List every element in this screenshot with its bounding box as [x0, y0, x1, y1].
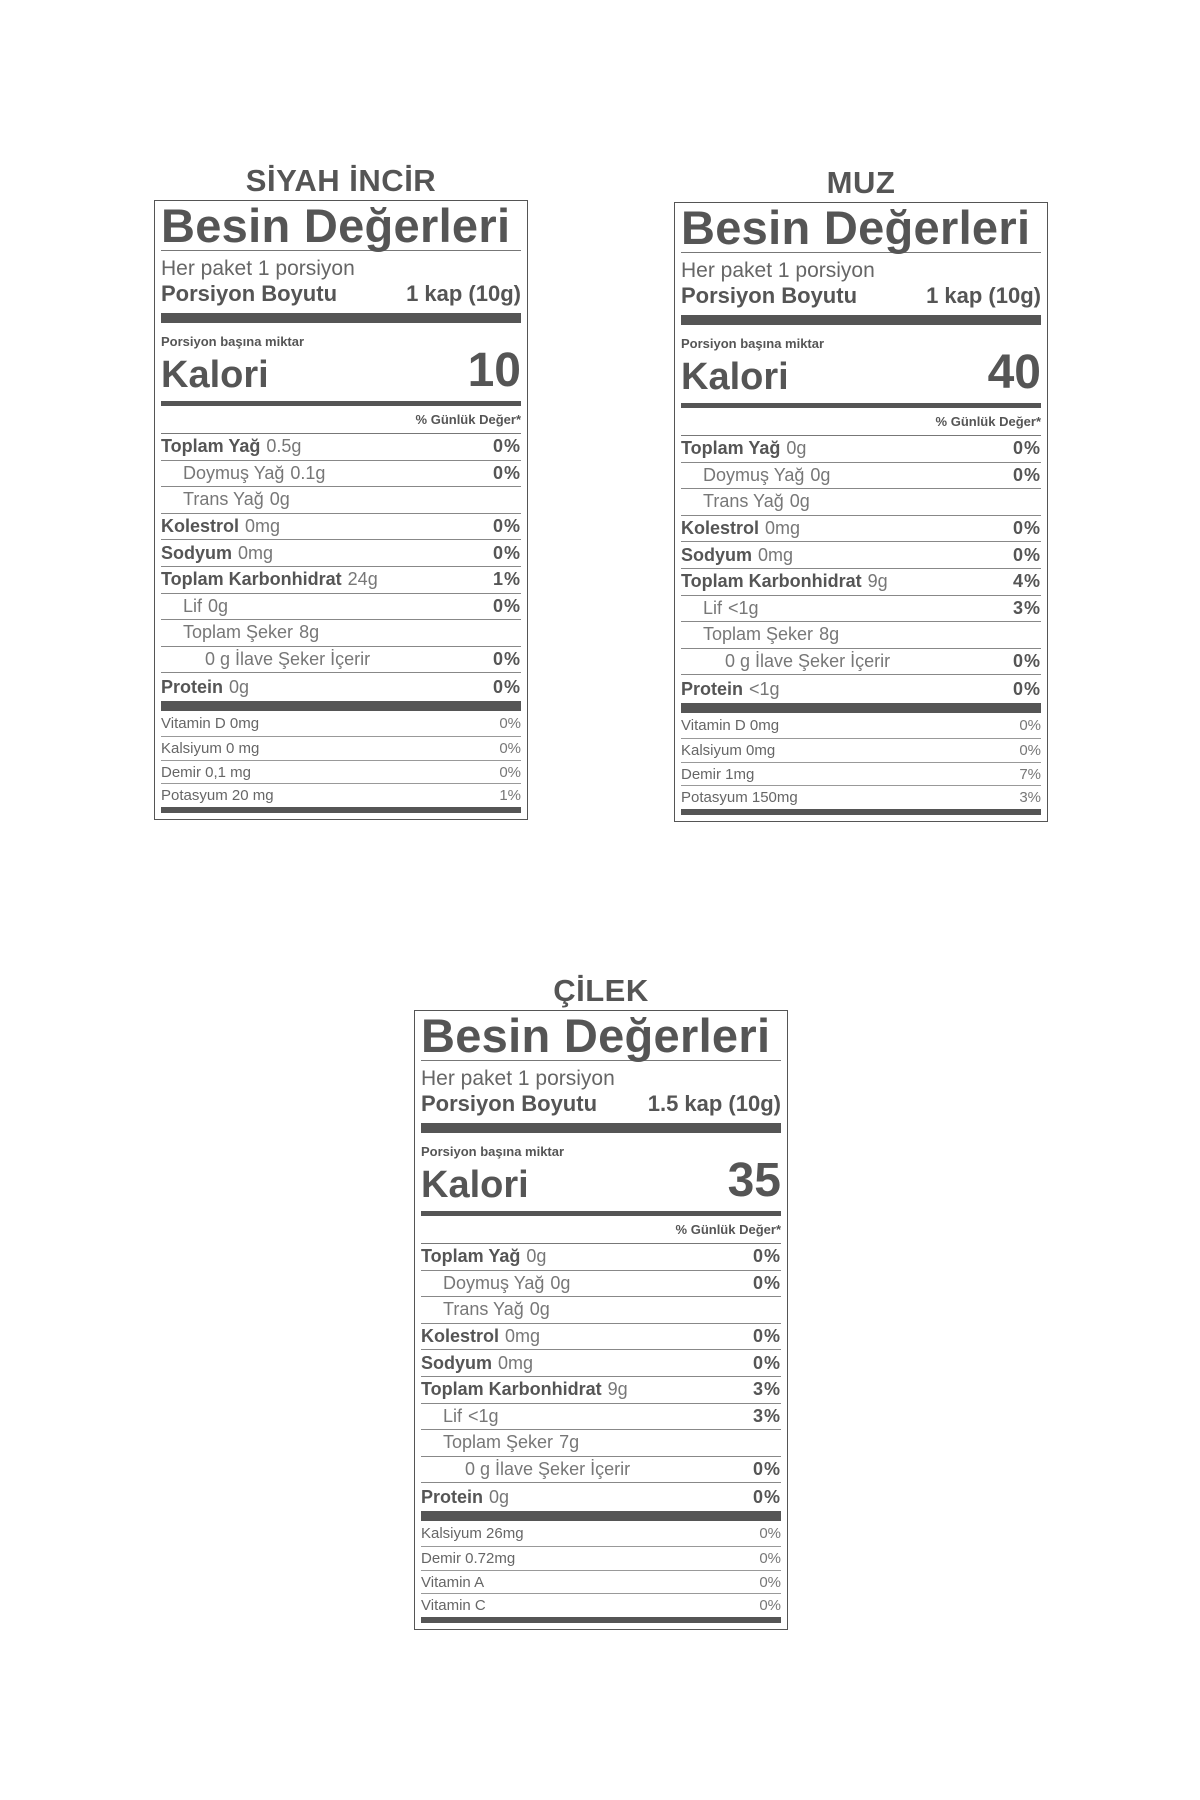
nutrient-row: [681, 435, 1041, 462]
nutrient-amount: 8g: [299, 622, 320, 643]
vitamin-row: [161, 760, 521, 784]
nutrient-row: [161, 460, 521, 487]
nutrient-amount: 0mg: [505, 1326, 541, 1347]
nutrient-daily-value: 0%: [1012, 678, 1041, 699]
nutrient-amount: 0g: [269, 489, 290, 510]
nutrient-row: [161, 593, 521, 620]
vitamin-label: Potasyum 20 mg: [161, 787, 274, 805]
nutrient-amount: 0mg: [238, 542, 274, 563]
nutrient-amount: 7g: [559, 1432, 580, 1453]
nutrient-amount: 0g: [810, 464, 831, 485]
serving-size-row: [421, 1091, 781, 1117]
nutrient-daily-value: 0%: [1012, 518, 1041, 539]
calories-label: Kalori: [161, 354, 269, 396]
facts-title: Besin Değerleri: [161, 199, 511, 252]
nutrient-daily-value: 3%: [1012, 597, 1041, 618]
nutrient-daily-value: 0%: [752, 1459, 781, 1480]
nutrient-amount: 0.1g: [290, 462, 326, 483]
nutrient-label: 0 g İlave Şeker İçerir: [465, 1459, 631, 1480]
calories-label: Kalori: [421, 1164, 529, 1206]
daily-value-header: % Günlük Değer*: [935, 414, 1041, 429]
nutrient-label: Trans Yağ: [183, 489, 264, 510]
nutrient-daily-value: 1%: [492, 569, 521, 590]
nutrient-rows: [421, 1243, 781, 1511]
nutrient-rows: [161, 433, 521, 701]
nutrient-amount: <1g: [468, 1405, 499, 1426]
nutrient-daily-value: 0%: [1012, 464, 1041, 485]
nutrient-amount: <1g: [728, 597, 759, 618]
calories-row: [421, 1154, 781, 1207]
nutrient-daily-value: 0%: [492, 676, 521, 697]
nutrient-label: 0 g İlave Şeker İçerir: [725, 651, 891, 672]
nutrient-amount: 9g: [867, 571, 888, 592]
label-cilek: [414, 972, 788, 1630]
nutrient-amount: 0mg: [498, 1352, 534, 1373]
nutrient-label: Toplam Yağ: [681, 438, 781, 459]
product-name: MUZ: [826, 165, 896, 200]
nutrient-amount: 0mg: [245, 516, 281, 537]
bottom-divider: [421, 1617, 781, 1623]
nutrient-label: Toplam Şeker: [703, 624, 814, 645]
nutrient-amount: 0mg: [758, 544, 794, 565]
vitamin-row: [681, 738, 1041, 762]
nutrient-label: Sodyum: [161, 542, 233, 563]
nutrient-row: [161, 486, 521, 513]
nutrient-daily-value: 3%: [752, 1379, 781, 1400]
nutrient-label: Kolestrol: [681, 518, 760, 539]
vitamin-daily-value: 0%: [1019, 717, 1041, 735]
serving-size-row: [681, 283, 1041, 309]
bottom-divider: [681, 809, 1041, 815]
nutrient-row: [161, 566, 521, 593]
nutrient-label: Toplam Karbonhidrat: [681, 571, 862, 592]
nutrient-amount: 8g: [819, 624, 840, 645]
nutrient-row: [161, 646, 521, 673]
serving-size-label: Porsiyon Boyutu: [161, 281, 338, 306]
nutrient-label: Doymuş Yağ: [443, 1272, 545, 1293]
vitamin-label: Vitamin D 0mg: [161, 715, 260, 733]
calories-row: [161, 344, 521, 397]
nutrient-label: Lif: [703, 597, 723, 618]
vitamin-label: Kalsiyum 0mg: [681, 742, 776, 760]
nutrient-daily-value: 0%: [752, 1272, 781, 1293]
nutrition-facts-panel: [674, 202, 1048, 822]
nutrient-amount: 0g: [526, 1246, 547, 1267]
thick-divider: [161, 313, 521, 323]
nutrient-amount: 24g: [347, 569, 378, 590]
vitamin-row: [161, 711, 521, 736]
nutrient-label: Trans Yağ: [703, 491, 784, 512]
nutrient-row: [681, 541, 1041, 568]
vitamin-rows: [681, 713, 1041, 809]
vitamin-row: [421, 1570, 781, 1594]
nutrient-label: Doymuş Yağ: [183, 462, 285, 483]
nutrient-daily-value: 0%: [752, 1352, 781, 1373]
vitamin-daily-value: 1%: [499, 787, 521, 805]
nutrient-amount: 0g: [550, 1272, 571, 1293]
nutrient-row: [681, 568, 1041, 595]
calories-value: 10: [467, 344, 521, 397]
vitamin-daily-value: 3%: [1019, 789, 1041, 807]
nutrient-label: Trans Yağ: [443, 1299, 524, 1320]
thick-divider: [421, 1511, 781, 1521]
nutrient-label: 0 g İlave Şeker İçerir: [205, 649, 371, 670]
serving-size-value: 1 kap (10g): [926, 283, 1041, 308]
bottom-divider: [161, 807, 521, 813]
serving-size-row: [161, 281, 521, 307]
vitamin-daily-value: 7%: [1019, 765, 1041, 783]
nutrient-amount: 0g: [786, 438, 807, 459]
nutrient-label: Protein: [421, 1486, 484, 1507]
facts-title: Besin Değerleri: [421, 1009, 771, 1062]
nutrient-row: [681, 648, 1041, 675]
nutrient-label: Toplam Karbonhidrat: [161, 569, 342, 590]
vitamin-label: Vitamin C: [421, 1597, 486, 1615]
nutrient-row: [421, 1270, 781, 1297]
vitamin-label: Vitamin D 0mg: [681, 717, 780, 735]
vitamin-row: [681, 713, 1041, 738]
amount-per-serving: Porsiyon başına miktar: [161, 334, 305, 349]
nutrient-row: [421, 1296, 781, 1323]
nutrient-label: Lif: [443, 1405, 463, 1426]
vitamin-rows: [161, 711, 521, 807]
nutrient-amount: 0g: [489, 1486, 510, 1507]
vitamin-label: Demir 1mg: [681, 765, 755, 783]
vitamin-label: Potasyum 150mg: [681, 789, 798, 807]
nutrient-amount: 0.5g: [266, 436, 302, 457]
nutrient-daily-value: 0%: [1012, 438, 1041, 459]
nutrient-row: [161, 619, 521, 646]
vitamin-label: Demir 0,1 mg: [161, 763, 252, 781]
daily-value-header: % Günlük Değer*: [675, 1222, 781, 1237]
nutrient-row: [421, 1323, 781, 1350]
nutrient-label: Toplam Karbonhidrat: [421, 1379, 602, 1400]
nutrient-label: Toplam Yağ: [421, 1246, 521, 1267]
vitamin-daily-value: 0%: [759, 1573, 781, 1591]
nutrient-label: Protein: [681, 678, 744, 699]
calories-value: 35: [727, 1154, 781, 1207]
nutrient-amount: <1g: [749, 678, 780, 699]
facts-title: Besin Değerleri: [681, 201, 1031, 254]
servings-per-container: Her paket 1 porsiyon: [161, 257, 355, 280]
nutrient-row: [421, 1429, 781, 1456]
nutrient-row: [161, 433, 521, 460]
nutrient-amount: 0g: [229, 676, 250, 697]
vitamin-row: [421, 1546, 781, 1570]
nutrient-label: Toplam Şeker: [183, 622, 294, 643]
product-name: ÇİLEK: [553, 973, 649, 1008]
vitamin-daily-value: 0%: [499, 740, 521, 758]
nutrient-daily-value: 3%: [752, 1405, 781, 1426]
nutrient-daily-value: 4%: [1012, 571, 1041, 592]
nutrient-daily-value: 0%: [492, 436, 521, 457]
nutrient-row: [681, 674, 1041, 703]
vitamin-row: [161, 783, 521, 807]
nutrient-daily-value: 0%: [492, 462, 521, 483]
nutrient-amount: 0g: [208, 595, 229, 616]
nutrient-row: [681, 621, 1041, 648]
nutrient-amount: 0g: [529, 1299, 550, 1320]
nutrient-daily-value: 0%: [492, 649, 521, 670]
nutrient-label: Toplam Yağ: [161, 436, 261, 457]
nutrient-daily-value: 0%: [752, 1326, 781, 1347]
product-name: SİYAH İNCİR: [245, 163, 437, 198]
nutrient-amount: 0mg: [765, 518, 801, 539]
serving-size-value: 1.5 kap (10g): [647, 1091, 781, 1116]
nutrient-label: Protein: [161, 676, 224, 697]
nutrient-rows: [681, 435, 1041, 703]
vitamin-label: Kalsiyum 26mg: [421, 1525, 524, 1543]
servings-per-container: Her paket 1 porsiyon: [681, 259, 875, 282]
vitamin-daily-value: 0%: [1019, 742, 1041, 760]
amount-per-serving: Porsiyon başına miktar: [421, 1144, 565, 1159]
vitamin-daily-value: 0%: [759, 1525, 781, 1543]
nutrient-label: Toplam Şeker: [443, 1432, 554, 1453]
nutrition-facts-panel: [414, 1010, 788, 1630]
nutrient-label: Sodyum: [421, 1352, 493, 1373]
calories-row: [681, 346, 1041, 399]
nutrient-row: [161, 539, 521, 566]
vitamin-label: Vitamin A: [421, 1573, 485, 1591]
nutrient-row: [161, 513, 521, 540]
vitamin-row: [421, 1593, 781, 1617]
daily-value-header: % Günlük Değer*: [415, 412, 521, 427]
nutrient-label: Kolestrol: [421, 1326, 500, 1347]
vitamin-row: [681, 762, 1041, 786]
vitamin-daily-value: 0%: [759, 1550, 781, 1568]
nutrient-daily-value: 0%: [1012, 544, 1041, 565]
serving-size-value: 1 kap (10g): [406, 281, 521, 306]
nutrient-label: Kolestrol: [161, 516, 240, 537]
nutrient-row: [421, 1349, 781, 1376]
vitamin-daily-value: 0%: [499, 763, 521, 781]
nutrient-row: [681, 462, 1041, 489]
vitamin-row: [681, 785, 1041, 809]
amount-per-serving: Porsiyon başına miktar: [681, 336, 825, 351]
servings-per-container: Her paket 1 porsiyon: [421, 1067, 615, 1090]
label-siyah-incir: [154, 162, 528, 820]
thick-divider: [421, 1123, 781, 1133]
nutrient-row: [421, 1456, 781, 1483]
nutrient-daily-value: 0%: [492, 516, 521, 537]
vitamin-label: Demir 0.72mg: [421, 1550, 516, 1568]
vitamin-daily-value: 0%: [759, 1597, 781, 1615]
nutrition-facts-panel: [154, 200, 528, 820]
vitamin-row: [421, 1521, 781, 1546]
nutrient-row: [421, 1482, 781, 1511]
nutrient-daily-value: 0%: [492, 542, 521, 563]
vitamin-daily-value: 0%: [499, 715, 521, 733]
nutrient-row: [681, 488, 1041, 515]
nutrient-label: Sodyum: [681, 544, 753, 565]
calories-value: 40: [987, 346, 1041, 399]
nutrient-row: [421, 1376, 781, 1403]
nutrient-row: [681, 515, 1041, 542]
thick-divider: [681, 703, 1041, 713]
vitamin-rows: [421, 1521, 781, 1617]
nutrient-row: [421, 1403, 781, 1430]
serving-size-label: Porsiyon Boyutu: [681, 283, 858, 308]
nutrient-daily-value: 0%: [1012, 651, 1041, 672]
nutrient-label: Doymuş Yağ: [703, 464, 805, 485]
nutrient-row: [161, 672, 521, 701]
nutrient-daily-value: 0%: [752, 1246, 781, 1267]
nutrient-daily-value: 0%: [492, 595, 521, 616]
calories-label: Kalori: [681, 356, 789, 398]
nutrient-label: Lif: [183, 595, 203, 616]
vitamin-label: Kalsiyum 0 mg: [161, 740, 260, 758]
serving-size-label: Porsiyon Boyutu: [421, 1091, 598, 1116]
nutrient-amount: 9g: [607, 1379, 628, 1400]
thick-divider: [161, 701, 521, 711]
nutrient-amount: 0g: [789, 491, 810, 512]
nutrient-row: [421, 1243, 781, 1270]
nutrient-daily-value: 0%: [752, 1486, 781, 1507]
label-muz: [674, 164, 1048, 822]
vitamin-row: [161, 736, 521, 760]
nutrient-row: [681, 595, 1041, 622]
thick-divider: [681, 315, 1041, 325]
